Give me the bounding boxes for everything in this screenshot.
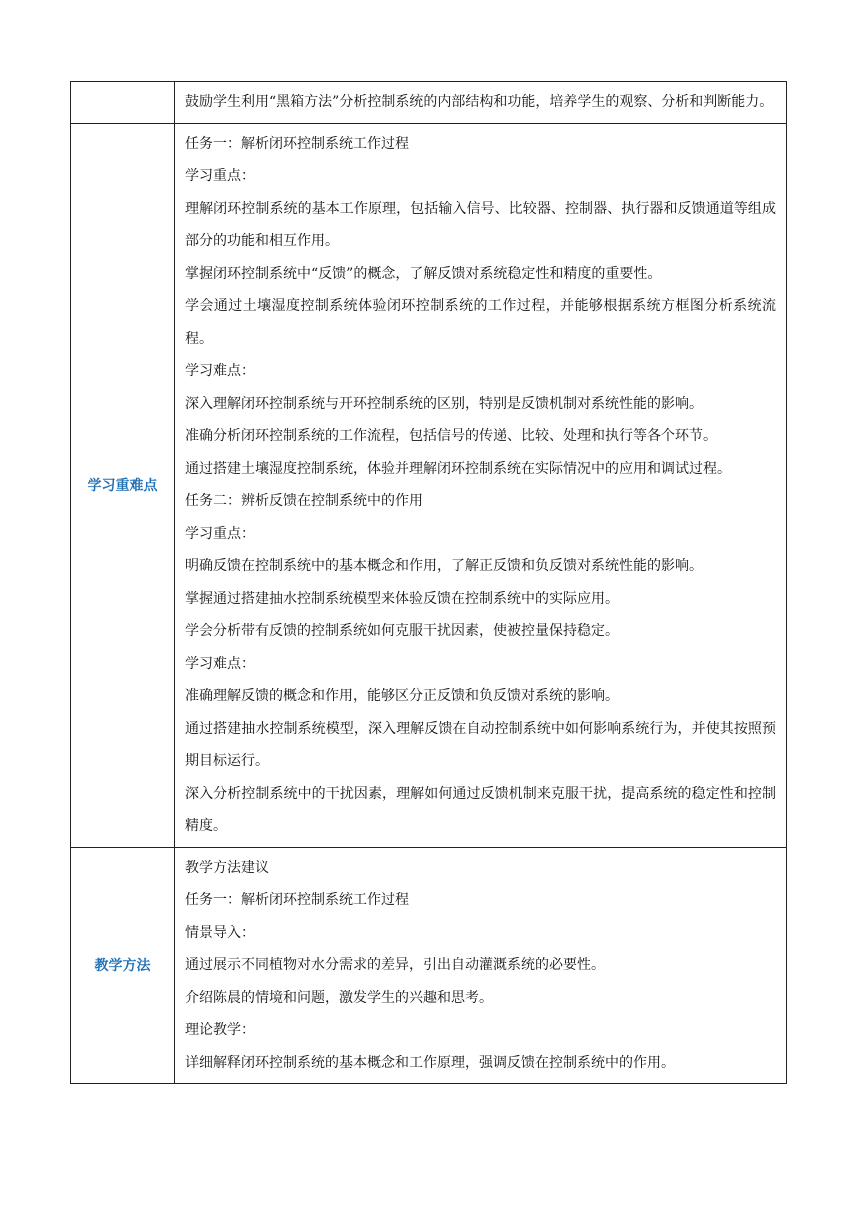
content-paragraph: 深入分析控制系统中的干扰因素，理解如何通过反馈机制来克服干扰，提高系统的稳定性和控制精度。 xyxy=(185,785,776,834)
content-paragraph: 介绍陈晨的情境和问题，激发学生的兴趣和思考。 xyxy=(185,989,493,1006)
row-content xyxy=(175,82,787,124)
row-label: 教学方法 xyxy=(71,847,175,1084)
row-label: 学习重难点 xyxy=(71,123,175,847)
content-paragraph: 掌握通过搭建抽水控制系统模型来体验反馈在控制系统中的实际应用。 xyxy=(185,590,619,607)
objectives-continuation-row xyxy=(71,82,787,124)
content-paragraph: 鼓励学生利用“黑箱方法”分析控制系统的内部结构和功能，培养学生的观察、分析和判断能力。 xyxy=(185,94,774,110)
content-paragraph: 学习难点： xyxy=(185,655,255,672)
content-paragraph: 学会分析带有反馈的控制系统如何克服干扰因素，使被控量保持稳定。 xyxy=(185,623,619,639)
content-paragraph: 任务一：解析闭环控制系统工作过程 xyxy=(185,892,409,908)
row-label xyxy=(71,82,175,124)
content-paragraph: 详细解释闭环控制系统的基本概念和工作原理，强调反馈在控制系统中的作用。 xyxy=(185,1054,675,1071)
content-paragraph: 通过搭建抽水控制系统模型，深入理解反馈在自动控制系统中如何影响系统行为，并使其按照预期目标运行。 xyxy=(185,720,776,769)
content-paragraph: 准确理解反馈的概念和作用，能够区分正反馈和负反馈对系统的影响。 xyxy=(185,688,619,704)
row-content xyxy=(175,123,787,847)
teaching-methods-row xyxy=(71,847,787,1084)
content-paragraph: 通过展示不同植物对水分需求的差异，引出自动灌溉系统的必要性。 xyxy=(185,957,605,973)
content-paragraph: 学习重点： xyxy=(185,525,255,542)
content-paragraph: 教学方法建议 xyxy=(185,859,269,876)
content-paragraph: 理论教学： xyxy=(185,1022,255,1038)
content-paragraph: 学习难点： xyxy=(185,363,255,379)
content-paragraph: 通过搭建土壤湿度控制系统，体验并理解闭环控制系统在实际情况中的应用和调试过程。 xyxy=(185,460,731,477)
lesson-plan-table xyxy=(70,81,787,1084)
content-paragraph: 情景导入： xyxy=(185,924,255,941)
content-paragraph: 准确分析闭环控制系统的工作流程，包括信号的传递、比较、处理和执行等各个环节。 xyxy=(185,428,717,444)
content-paragraph: 明确反馈在控制系统中的基本概念和作用，了解正反馈和负反馈对系统性能的影响。 xyxy=(185,558,703,574)
content-paragraph: 学会通过土壤湿度控制系统体验闭环控制系统的工作过程，并能够根据系统方框图分析系统流程。 xyxy=(185,298,776,347)
content-paragraph: 任务一：解析闭环控制系统工作过程 xyxy=(185,135,409,152)
content-paragraph: 学习重点： xyxy=(185,168,255,184)
key-difficult-points-row xyxy=(71,123,787,847)
content-paragraph: 深入理解闭环控制系统与开环控制系统的区别，特别是反馈机制对系统性能的影响。 xyxy=(185,395,703,412)
row-content xyxy=(175,847,787,1084)
content-paragraph: 理解闭环控制系统的基本工作原理，包括输入信号、比较器、控制器、执行器和反馈通道等组成部分的功能和相互作用。 xyxy=(185,200,776,249)
content-paragraph: 任务二：辨析反馈在控制系统中的作用 xyxy=(185,493,423,509)
content-paragraph: 掌握闭环控制系统中“反馈”的概念，了解反馈对系统稳定性和精度的重要性。 xyxy=(185,265,662,282)
